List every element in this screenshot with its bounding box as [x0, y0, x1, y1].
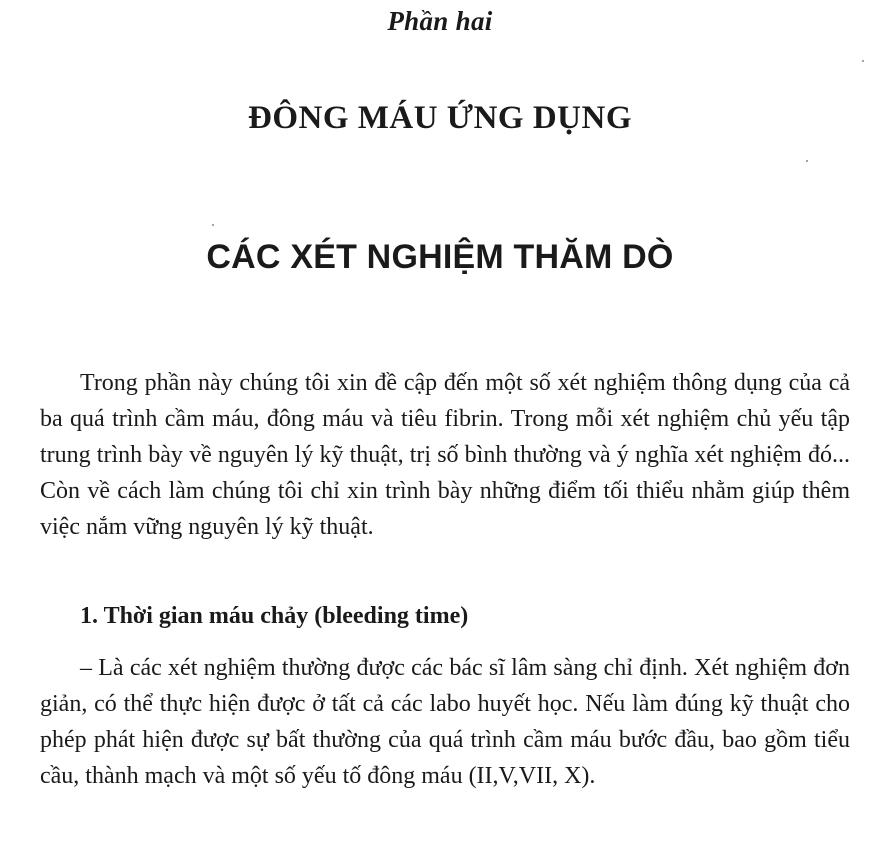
main-title: ĐÔNG MÁU ỨNG DỤNG [248, 100, 632, 136]
subsection-heading: 1. Thời gian máu chảy (bleeding time) [80, 603, 469, 629]
section-title: CÁC XÉT NGHIỆM THĂM DÒ [206, 238, 674, 276]
scan-speck [862, 60, 864, 62]
part-label: Phần hai [387, 6, 493, 36]
subsection-paragraph: – Là các xét nghiệm thường được các bác sĩ lâm sàng chỉ định. Xét nghiệm đơn giản, có thể thực hiện được ở tất cả các labo huyết học. Nếu làm đúng kỹ thuật cho phép phát hiện được sự bất thường của quá trình cầm máu bước đầu, bao gồm tiểu cầu, thành mạch và một số yếu tố đông máu (II,V,VII, X). [40, 655, 850, 789]
scan-speck [806, 160, 808, 162]
intro-paragraph: Trong phần này chúng tôi xin đề cập đến một số xét nghiệm thông dụng của cả ba quá trình cầm máu, đông máu và tiêu fibrin. Trong mỗi xét nghiệm chủ yếu tập trung trình bày về nguyên lý kỹ thuật, trị số bình thường và ý nghĩa xét nghiệm đó... Còn về cách làm chúng tôi chỉ xin trình bày những điểm tối thiểu nhằm giúp thêm việc nắm vững nguyên lý kỹ thuật. [40, 370, 850, 540]
scan-speck [212, 224, 214, 226]
